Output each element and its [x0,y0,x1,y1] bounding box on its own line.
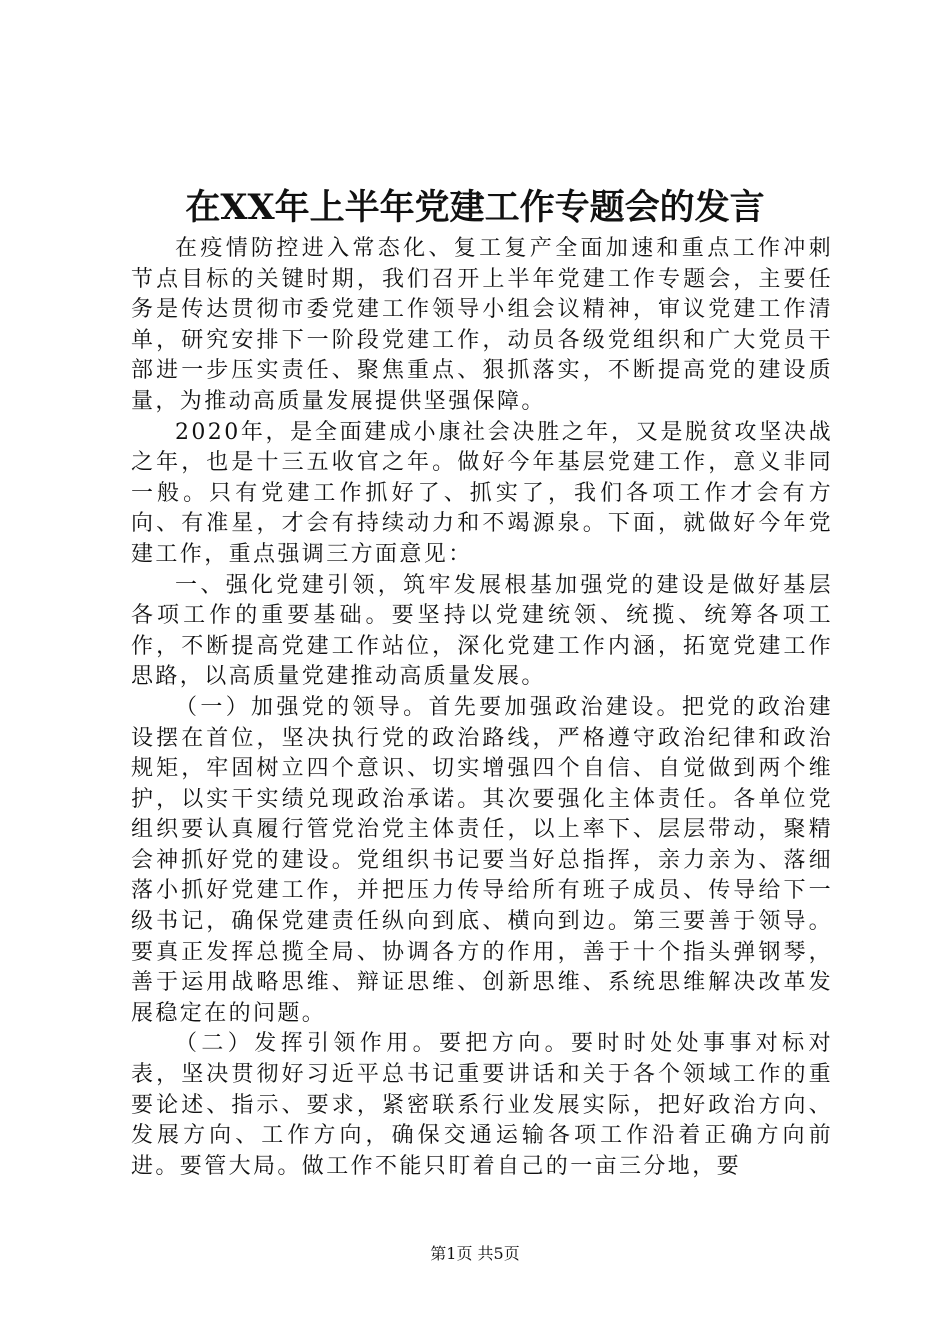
paragraph-subsection-one: （一）加强党的领导。首先要加强政治建设。把党的政治建设摆在首位，坚决执行党的政治路线，严格遵守政治纪律和政治规矩，牢固树立四个意识、切实增强四个自信、自觉做到两个维护，以实干实绩兑现政治承诺。其次要强化主体责任。各单位党组织要认真履行管党治党主体责任，以上率下、层层带动，聚精会神抓好党的建设。党组织书记要当好总指挥，亲力亲为、落细落小抓好党建工作，并把压力传导给所有班子成员、传导给下一级书记，确保党建责任纵向到底、横向到边。第三要善于领导。要真正发挥总揽全局、协调各方的作用，善于十个指头弹钢琴，善于运用战略思维、辩证思维、创新思维、系统思维解决改革发展稳定在的问题。 [131,694,833,1026]
paragraph-2020: 2020年，是全面建成小康社会决胜之年，又是脱贫攻坚决战之年，也是十三五收官之年。做好今年基层党建工作，意义非同一般。只有党建工作抓好了、抓实了，我们各项工作才会有方向、有准星，才会有持续动力和不竭源泉。下面，就做好今年党建工作，重点强调三方面意见： [131,419,833,567]
paragraph-intro: 在疫情防控进入常态化、复工复产全面加速和重点工作冲刺节点目标的关键时期，我们召开上半年党建工作专题会，主要任务是传达贯彻市委党建工作领导小组会议精神，审议党建工作清单，研究安排下一阶段党建工作，动员各级党组织和广大党员干部进一步压实责任、聚焦重点、狠抓落实，不断提高党的建设质量，为推动高质量发展提供坚强保障。 [131,236,833,414]
paragraph-subsection-two: （二）发挥引领作用。要把方向。要时时处处事事对标对表，坚决贯彻好习近平总书记重要讲话和关于各个领域工作的重要论述、指示、要求，紧密联系行业发展实际，把好政治方向、发展方向、工作方向，确保交通运输各项工作沿着正确方向前进。要管大局。做工作不能只盯着自己的一亩三分地，要 [131,1031,833,1179]
document-title: 在XX年上半年党建工作专题会的发言 [185,187,765,228]
paragraph-section-one: 一、强化党建引领，筑牢发展根基加强党的建设是做好基层各项工作的重要基础。要坚持以党建统领、统揽、统筹各项工作，不断提高党建工作站位，深化党建工作内涵，拓宽党建工作思路，以高质量党建推动高质量发展。 [131,572,833,690]
page-number-footer: 第1页 共5页 [430,1244,520,1263]
document-body [131,234,833,1182]
